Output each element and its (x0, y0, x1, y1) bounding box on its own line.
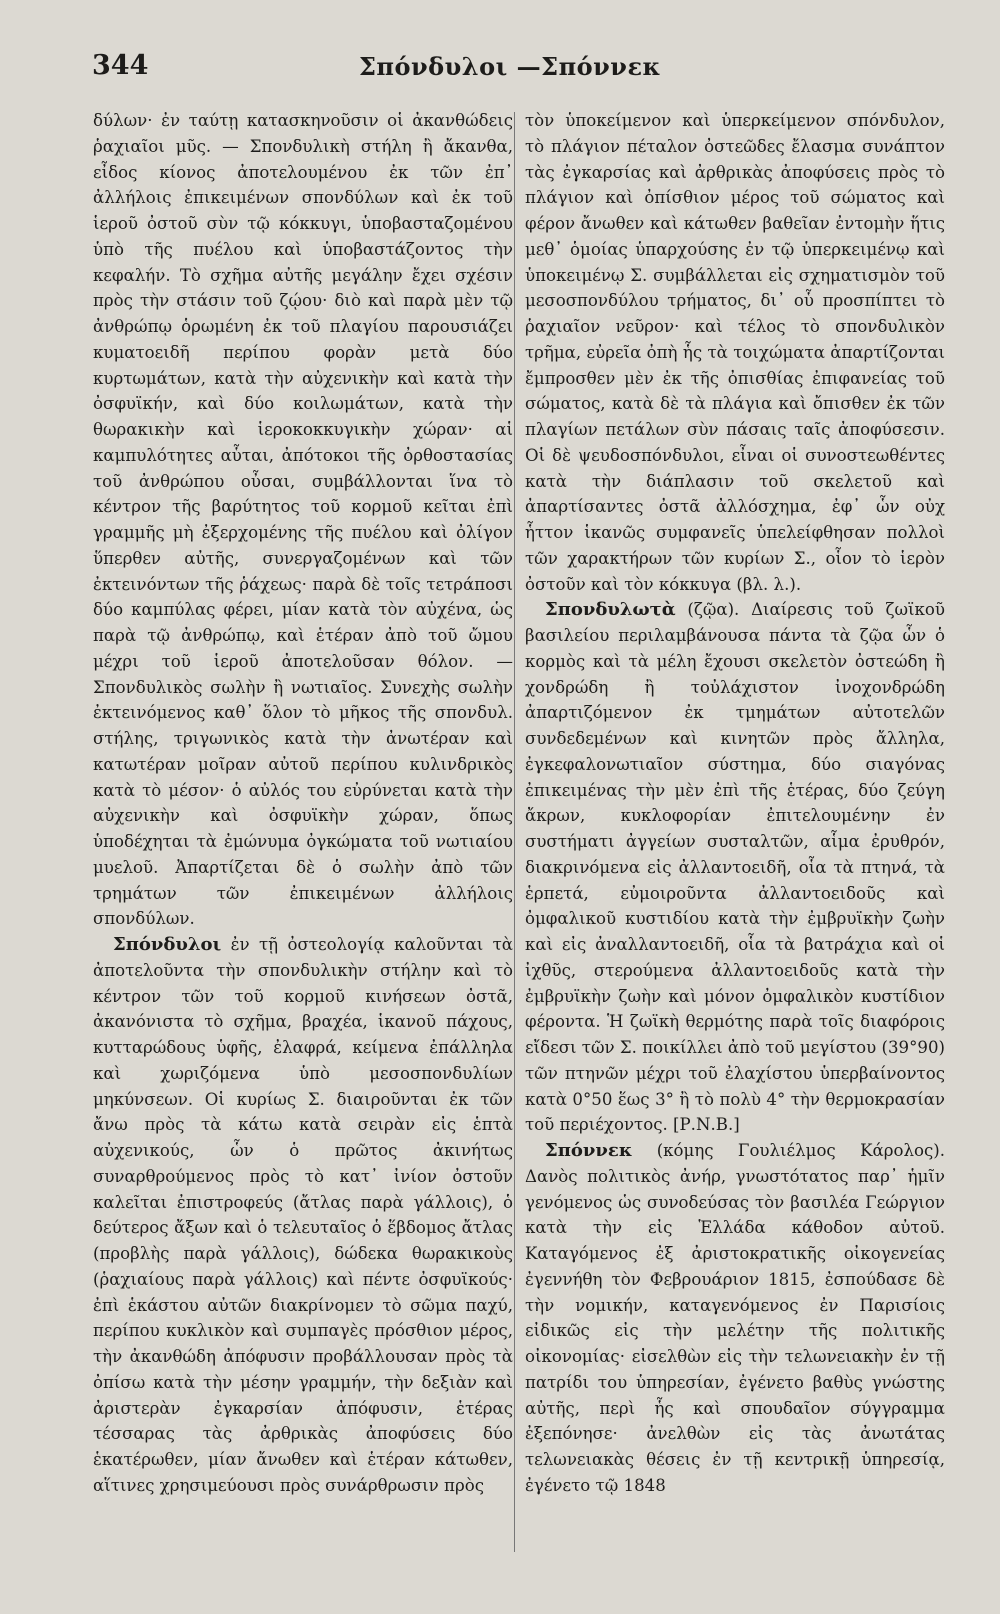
entry-spondyloi (93, 932, 513, 1499)
entry-spondylota (525, 597, 945, 1138)
page-number: 344 (92, 50, 149, 81)
headword-spondylota: Σπονδυλωτὰ (545, 599, 676, 621)
entry-spondylikos-continuation: δύλων· ἐν ταύτῃ κατασκηνοῦσιν οἱ ἀκανθώδεις ῥαχιαῖοι μῦς. — Σπονδυλικὴ στήλη ἢ ἄκανθα, εἶδος κίονος ἀποτελουμένου ἐκ τῶν ἐπ᾽ ἀλλήλοις ἐπικειμένων σπονδύλων καὶ ἐκ τοῦ ἱεροῦ ὀστοῦ σὺν τῷ κόκκυγι, ὑποβασταζομένου ὑπὸ τῆς πυέλου καὶ ὑποβαστάζοντος τὴν κεφαλήν. Τὸ σχῆμα αὐτῆς μεγάλην ἔχει σχέσιν πρὸς τὴν στάσιν τοῦ ζῴου· διὸ καὶ παρὰ μὲν τῷ ἀνθρώπῳ ὁρωμένη ἐκ τοῦ πλαγίου παρουσιάζει κυματοειδῆ περίπου φορὰν μετὰ δύο κυρτωμάτων, κατὰ τὴν αὐχενικὴν καὶ κατὰ τὴν ὀσφυϊκήν, καὶ δύο κοιλωμάτων, κατὰ τὴν θωρακικὴν καὶ ἱεροκοκκυγικὴν χώραν· αἱ καμπυλότητες αὗται, ἀπότοκοι τῆς ὀρθοστασίας τοῦ ἀνθρώπου οὖσαι, συμβάλλονται ἵνα τὸ κέντρον τῆς βαρύτητος τοῦ κορμοῦ κεῖται ἐπὶ γραμμῆς μὴ ἐξερχομένης τῆς πυέλου καὶ ὀλίγον ὕπερθεν αὐτῆς, συνεργαζομένων καὶ τῶν ἐκτεινόντων τῆς ῥάχεως· παρὰ δὲ τοῖς τετράποσι δύο καμπύλας φέρει, μίαν κατὰ τὸν αὐχένα, ὡς παρὰ τῷ ἀνθρώπῳ, καὶ ἑτέραν ἀπὸ τοῦ ὤμου μέχρι τοῦ ἱεροῦ ἀποτελοῦσαν θόλον. — Σπονδυλικὸς σωλὴν ἢ νωτιαῖος. Συνεχὴς σωλὴν ἐκτεινόμενος καθ᾽ ὅλον τὸ μῆκος τῆς σπονδυλ. στήλης, τριγωνικὸς κατὰ τὴν ἀνωτέραν καὶ κατωτέραν μοῖραν αὐτοῦ περίπου κυλινδρικὸς κατὰ τὸ μέσον· ὁ αὐλός του εὐρύνεται κατὰ τὴν αὐχενικὴν καὶ ὀσφυϊκὴν χώραν, ὅπως ὑποδέχηται τὰ ἐμώνυμα ὀγκώματα τοῦ νωτιαίου μυελοῦ. Ἀπαρτίζεται δὲ ὁ σωλὴν ἀπὸ τῶν τρημάτων τῶν ἐπικειμένων ἀλλήλοις σπονδύλων. (93, 111, 513, 929)
entry-sponneck-text: (κόμης Γουλιέλμος Κάρολος). Δανὸς πολιτικὸς ἀνήρ, γνωστότατος παρ᾽ ἡμῖν γενόμενος ὡς συνοδεύσας τὸν βασιλέα Γεώργιον κατὰ τὴν εἰς Ἑλλάδα κάθοδον αὐτοῦ. Καταγόμενος ἐξ ἀριστοκρατικῆς οἰκογενείας ἐγεννήθη τὸν Φεβρουάριον 1815, ἐσπούδασε δὲ τὴν νομικήν, καταγενόμενος ἐν Παρισίοις εἰδικῶς εἰς τὴν μελέτην τῆς πολιτικῆς οἰκονομίας· εἰσελθὼν εἰς τὴν τελωνειακὴν ἐν τῇ πατρίδι του ὑπηρεσίαν, ἐγένετο βαθὺς γνώστης αὐτῆς, περὶ ἧς καὶ σπουδαῖον σύγγραμμα ἐξεπόνησε· ἀνελθὼν εἰς τὰς ἀνωτάτας τελωνειακὰς θέσεις ἐν τῇ κεντρικῇ ὑπηρεσίᾳ, ἐγένετο τῷ 1848 (525, 1141, 945, 1495)
running-title: Σπόνδυλοι —Σπόννεκ (358, 52, 662, 81)
right-column (525, 108, 945, 1499)
page-header (92, 50, 928, 90)
headword-spondyloi: Σπόνδυλοι (113, 934, 222, 955)
headword-sponneck: Σπόννεκ (545, 1140, 633, 1161)
left-column (93, 108, 513, 1499)
column-divider (514, 112, 515, 1552)
entry-spondyloi-continuation: τὸν ὑποκείμενον καὶ ὑπερκείμενον σπόνδυλον, τὸ πλάγιον πέταλον ὀστεῶδες ἔλασμα συνάπτον τὰς ἐγκαρσίας καὶ ἀρθρικὰς ἀποφύσεις πρὸς τὸ πλάγιον καὶ ὀπίσθιον μέρος τοῦ σώματος καὶ φέρον ἄνωθεν καὶ κάτωθεν βαθεῖαν ἐντομὴν ἥτις μεθ᾽ ὁμοίας ὑπαρχούσης ἐν τῷ ὑπερκειμένῳ καὶ ὑποκειμένῳ Σ. συμβάλλεται εἰς σχηματισμὸν τοῦ μεσοσπονδύλου τρήματος, δι᾽ οὗ προσπίπτει τὸ ῥαχιαῖον νεῦρον· καὶ τέλος τὸ σπονδυλικὸν τρῆμα, εὐρεῖα ὀπὴ ἧς τὰ τοιχώματα ἀπαρτίζονται ἔμπροσθεν μὲν ἐκ τῆς ὀπισθίας ἐπιφανείας τοῦ σώματος, κατὰ δὲ τὰ πλάγια καὶ ὄπισθεν ἐκ τῶν πλαγίων πετάλων σὺν πάσαις ταῖς ἀποφύσεσιν. Οἱ δὲ ψευδοσπόνδυλοι, εἶναι οἱ συνοστεωθέντες κατὰ τὴν διάπλασιν τοῦ σκελετοῦ καὶ ἀπαρτίσαντες ὀστᾶ ἀλλόσχημα, ἐφ᾽ ὧν οὐχ ἧττον ἱκανῶς συμφανεῖς ὑπελείφθησαν πολλοὶ τῶν χαρακτήρων τῶν κυρίων Σ., οἷον τὸ ἱερὸν ὀστοῦν καὶ τὸν κόκκυγα (βλ. λ.). (525, 111, 945, 594)
entry-spondylota-text: (ζῷα). Διαίρεσις τοῦ ζωϊκοῦ βασιλείου περιλαμβάνουσα πάντα τὰ ζῷα ὧν ὁ κορμὸς καὶ τὰ μέλη ἔχουσι σκελετὸν ὀστεώδη ἢ χονδρώδη ἢ τοὐλάχιστον ἰνοχονδρώδη ἀπαρτιζόμενον ἐκ τμημάτων αὐτοτελῶν συνδεδεμένων καὶ κινητῶν πρὸς ἄλληλα, ἐγκεφαλονωτιαῖον σύστημα, δύο σιαγόνας ἐπικειμένας τὴν μὲν ἐπὶ τῆς ἑτέρας, δύο ζεύγη ἄκρων, κυκλοφορίαν ἐπιτελουμένην ἐν συστήματι ἀγγείων συσταλτῶν, αἷμα ἐρυθρόν, διακρινόμενα εἰς ἀλλαντοειδῆ, οἷα τὰ πτηνά, τὰ ἑρπετά, εὐμοιροῦντα ἀλλαντοειδοῦς καὶ ὀμφαλικοῦ κυστιδίου κατὰ τὴν ἐμβρυϊκὴν ζωὴν καὶ εἰς ἀναλλαντοειδῆ, οἷα τὰ βατράχια καὶ οἱ ἰχθῦς, στερούμενα ἀλλαντοειδοῦς κατὰ τὴν ἐμβρυϊκὴν ζωὴν καὶ μόνον ὀμφαλικὸν κυστίδιον φέροντα. Ἡ ζωϊκὴ θερμότης παρὰ τοῖς διαφόροις εἴδεσι τῶν Σ. ποικίλλει ἀπὸ τοῦ μεγίστου (39°90) τῶν πτηνῶν μέχρι τοῦ ἐλαχίστου ὑπερβαίνοντος κατὰ 0°50 ἕως 3° ἢ τὸ πολὺ 4° τὴν θερμοκρασίαν τοῦ περιέχοντος. [Ρ.Ν.Β.] (525, 600, 945, 1135)
entry-spondyloi-text: ἐν τῇ ὀστεολογίᾳ καλοῦνται τὰ ἀποτελοῦντα τὴν σπονδυλικὴν στήλην καὶ τὸ κέντρον τῶν τοῦ κορμοῦ κινήσεων ὀστᾶ, ἀκανόνιστα τὸ σχῆμα, βραχέα, ἱκανοῦ πάχους, κυτταρώδους ὑφῆς, ἐλαφρά, κείμενα ἐπάλληλα καὶ χωριζόμενα ὑπὸ μεσοσπονδυλίων μηκύνσεων. Οἱ κυρίως Σ. διαιροῦνται ἐκ τῶν ἄνω πρὸς τὰ κάτω κατὰ σειρὰν εἰς ἑπτὰ αὐχενικούς, ὧν ὁ πρῶτος ἀκινήτως συναρθρούμενος πρὸς τὸ κατ᾽ ἰνίον ὀστοῦν καλεῖται ἐπιστροφεύς (ἄτλας παρὰ γάλλοις), ὁ δεύτερος ἄξων καὶ ὁ τελευταῖος ὁ ἕβδομος ἄτλας (προβλὴς παρὰ γάλλοις), δώδεκα θωρακικοὺς (ῥαχιαίους παρὰ γάλλοις) καὶ πέντε ὀσφυϊκούς· ἐπὶ ἑκάστου αὐτῶν διακρίνομεν τὸ σῶμα παχύ, περίπου κυκλικὸν καὶ συμπαγὲς πρόσθιον μέρος, τὴν ἀκανθώδη ἀπόφυσιν προβάλλουσαν πρὸς τὰ ὀπίσω κατὰ τὴν μέσην γραμμήν, τὴν δεξιὰν καὶ ἀριστερὰν ἐγκαρσίαν ἀπόφυσιν, ἑτέρας τέσσαρας τὰς ἀρθρικὰς ἀποφύσεις δύο ἑκατέρωθεν, μίαν ἄνωθεν καὶ ἑτέραν κάτωθεν, αἵτινες χρησιμεύουσι πρὸς συνάρθρωσιν πρὸς (93, 935, 513, 1495)
entry-sponneck (525, 1138, 945, 1499)
